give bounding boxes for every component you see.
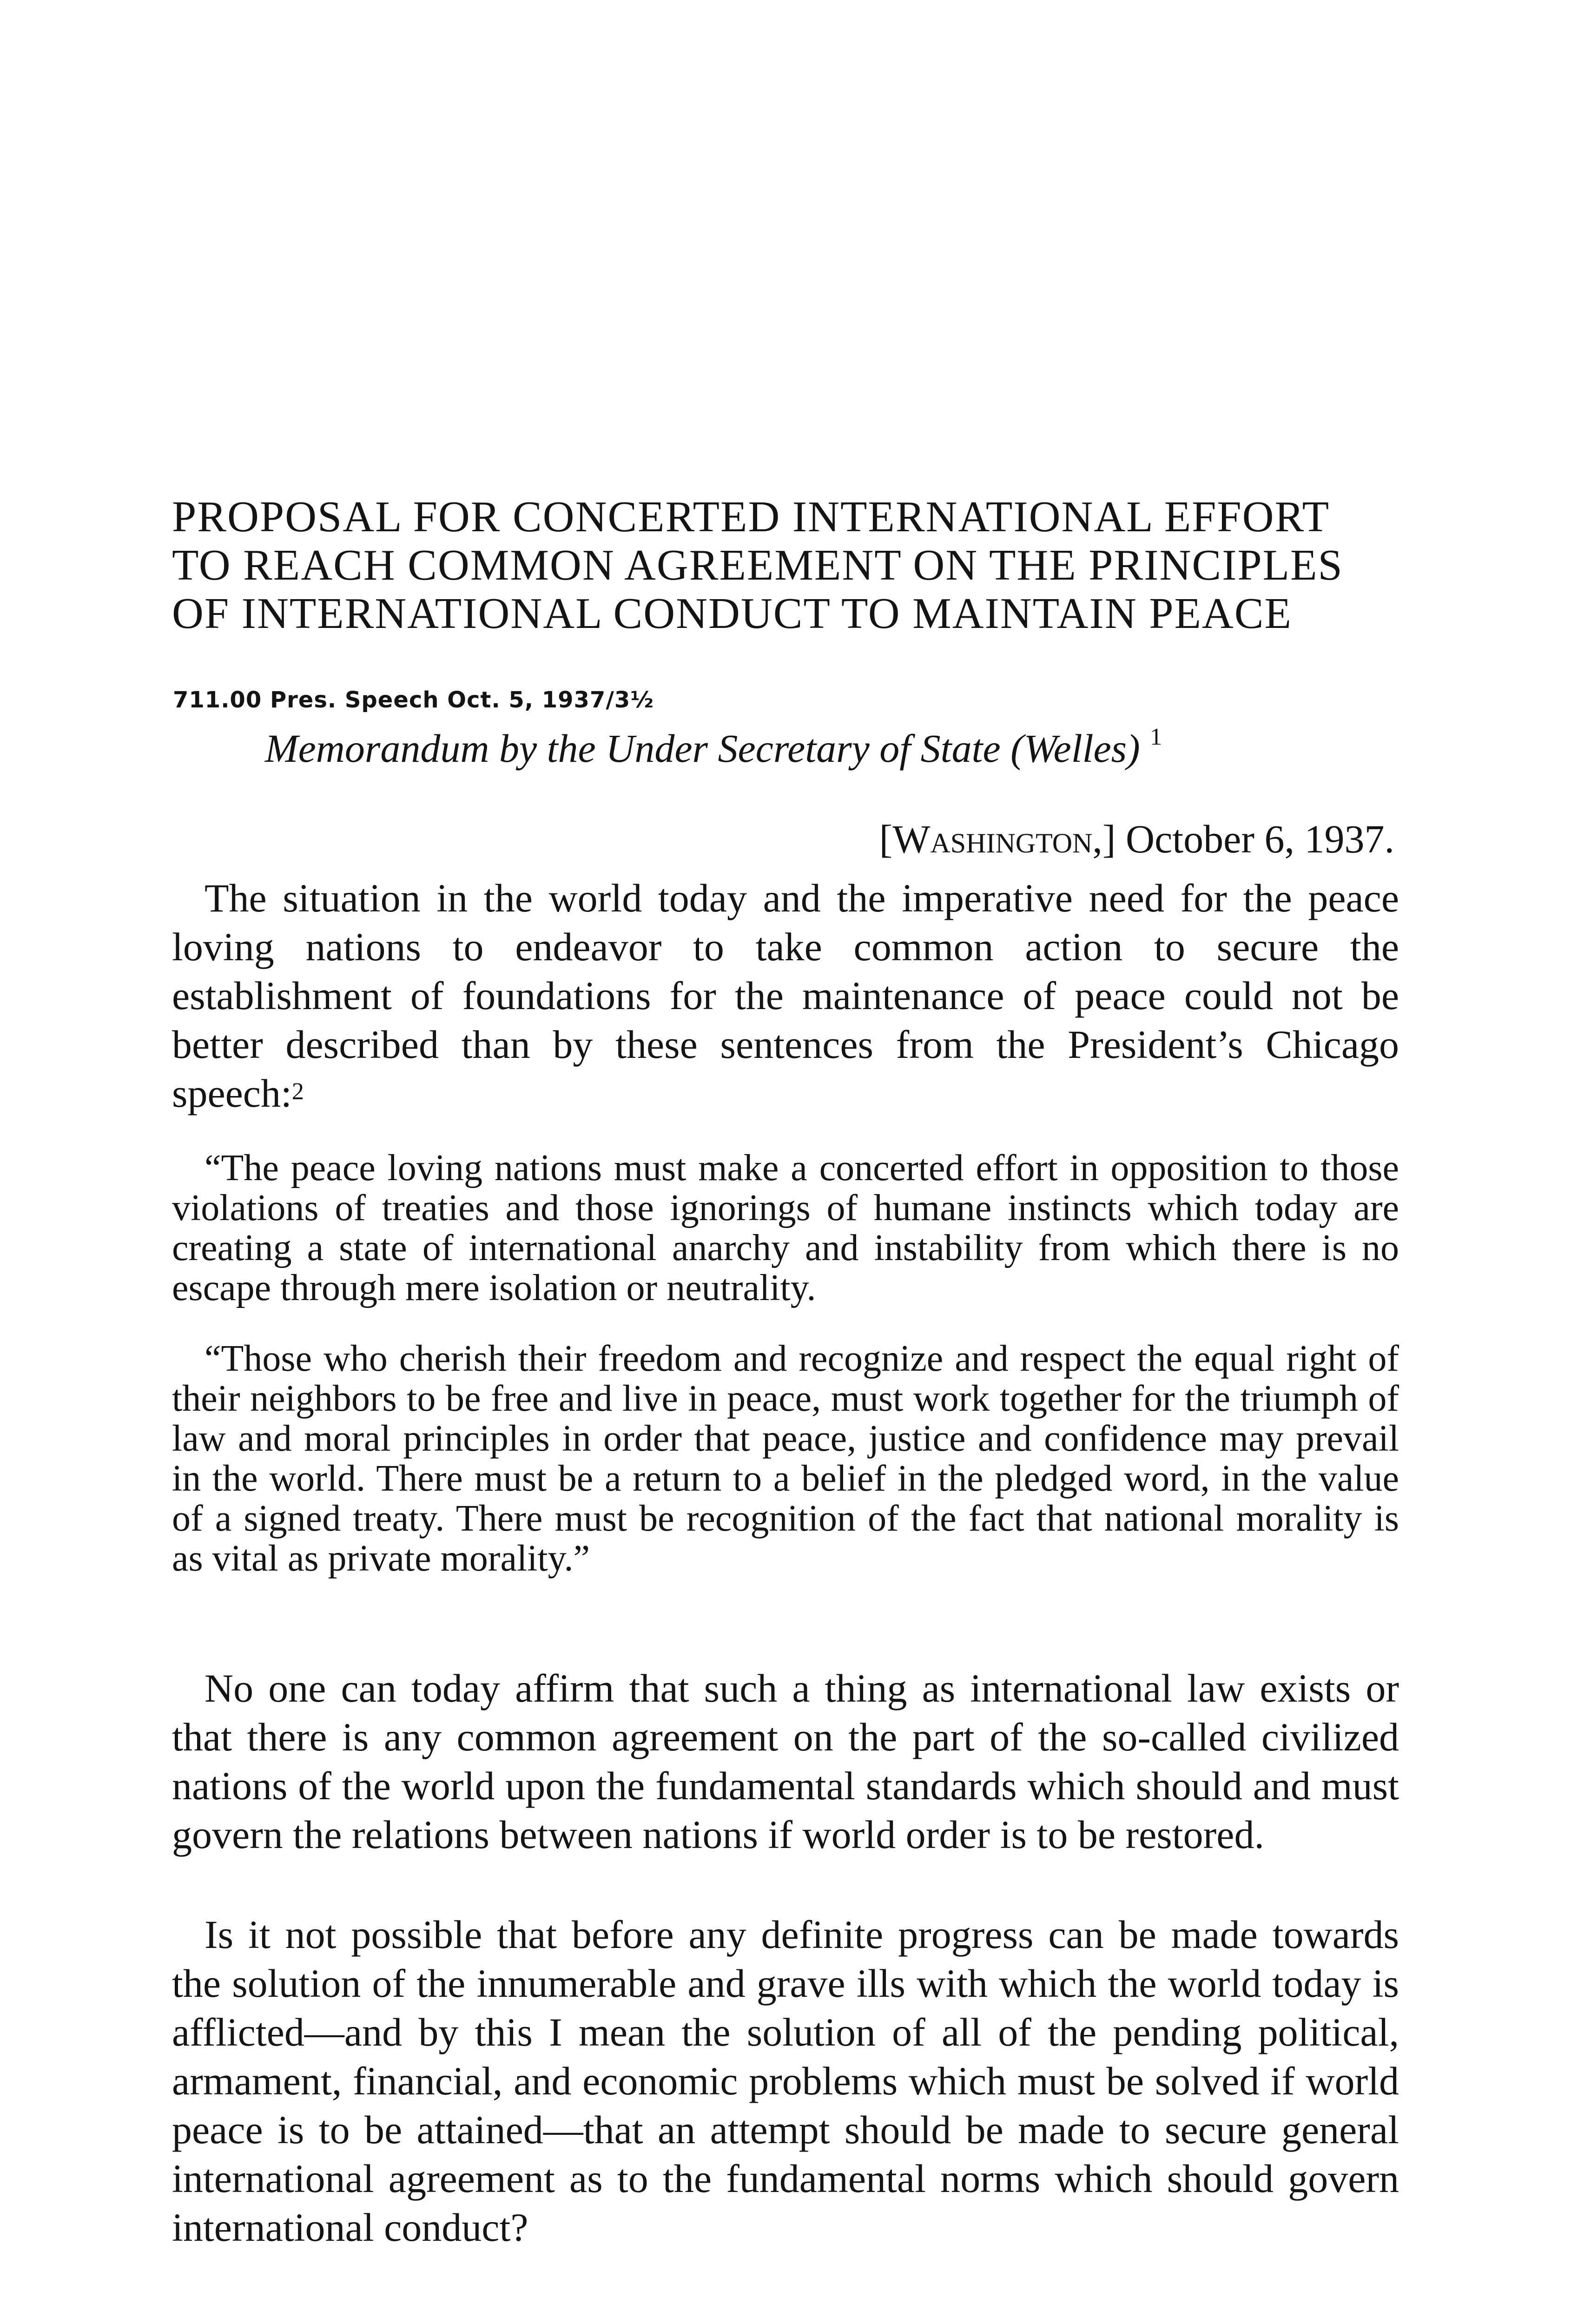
dateline-place: [Washington,] [879,817,1116,861]
dateline [879,816,1394,862]
paragraph-1 [172,874,1399,1118]
title-line-3: OF INTERNATIONAL CONDUCT TO MAINTAIN PEACE [172,589,1292,638]
page-title [172,493,1418,638]
document-file-reference: 711.00 Pres. Speech Oct. 5, 1937/3½ [173,687,654,713]
memo-heading [265,725,1162,772]
memo-footnote-marker: 1 [1150,724,1162,750]
quote-2: “Those who cherish their freedom and recognize and respect the equal right of their neighbors to be free and live in peace, must work together for the triumph of law and moral principles in order that peace, justice and confidence may prevail in the world. There must be a return to a belief in the pledged word, in the value of a signed treaty. There must be recognition of the fact that national morality is as vital as private morality.” [172,1338,1399,1579]
paragraph-2: No one can today affirm that such a thing as international law exists or that there is any common agreement on the part of the so-called civilized nations of the world upon the fundamental standards which should and must govern the relations between nations if world order is to be restored. [172,1666,1399,1857]
title-line-1: PROPOSAL FOR CONCERTED INTERNATIONAL EFFORT [172,493,1330,541]
memo-heading-text: Memorandum by the Under Secretary of State (Welles) [265,726,1140,771]
paragraph-1-footnote-marker: 2 [291,1078,304,1105]
title-line-2: TO REACH COMMON AGREEMENT ON THE PRINCIPLES [172,541,1343,589]
paragraph-3: Is it not possible that before any definite progress can be made towards the solution of the innumerable and grave ills with which the world today is afflicted—and by this I mean the solution of all of the pending political, armament, financial, and economic problems which must be solved if world peace is to be attained—that an attempt should be made to secure general international agreement as to the fundamental norms which should govern international conduct? [172,1912,1399,2250]
quote-1: “The peace loving nations must make a concerted effort in opposition to those violations of treaties and those ignorings of humane instincts which today are creating a state of international anarchy and instability from which there is no escape through mere isolation or neutrality. [172,1148,1399,1308]
dateline-date: October 6, 1937. [1126,817,1394,861]
paragraph-1-text: The situation in the world today and the imperative need for the peace loving nations to endeavor to take common action to secure the establishment of foundations for the maintenance of peace could not be better described than by these sentences from the President’s Chicago speech: [172,876,1399,1116]
